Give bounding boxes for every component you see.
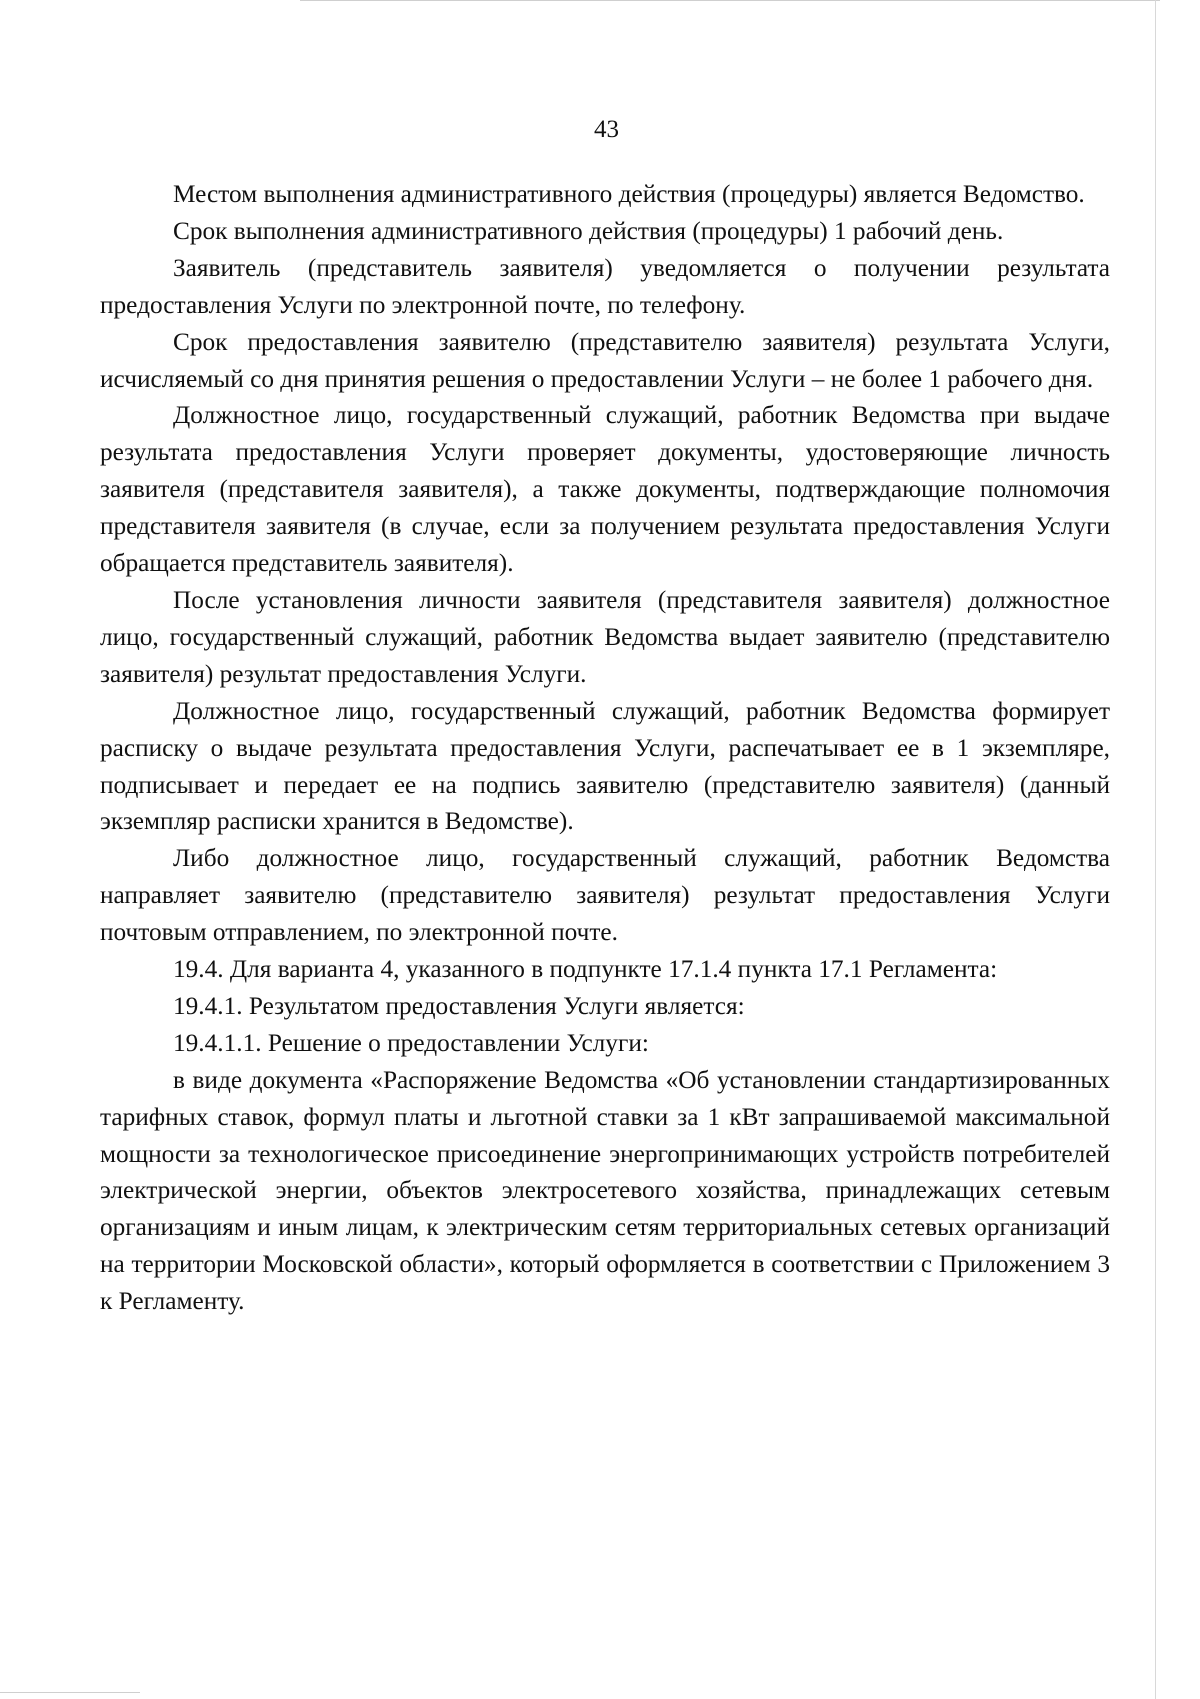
paragraph-result-issuance: После установления личности заявителя (представителя заявителя) должностное лицо, государственный служащий, работник Ведомства выдает заявителю (представителю заявителя) результат предоставления Услуги. [100,585,1110,688]
paragraph-section-19-4-1-1: 19.4.1.1. Решение о предоставлении Услуги: [173,1028,649,1057]
paragraph-identity-check: Должностное лицо, государственный служащий, работник Ведомства при выдаче результата предоставления Услуги проверяет документы, удостоверяющие личность заявителя (представителя заявителя), а также документы, подтверждающие полномочия представителя заявителя (в случае, если за получением результата предоставления Услуги обращается представитель заявителя). [100,401,1110,578]
paragraph-receipt-formation: Должностное лицо, государственный служащий, работник Ведомства формирует расписку о выдаче результата предоставления Услуги, распечатывает ее в 1 экземпляре, подписывает и передает ее на подпись заявителю (представителю заявителя) (данный экземпляр расписки хранится в Ведомстве). [100,696,1110,836]
paragraph-decision-document: в виде документа «Распоряжение Ведомства «Об установлении стандартизированных тарифных ставок, формул платы и льготной ставки за 1 кВт запрашиваемой максимальной мощности за технологическое присоединение энергопринимающих устройств потребителей электрической энергии, объектов электросетевого хозяйства, принадлежащих сетевым организациям и иным лицам, к электрическим сетям территориальных сетевых организаций на территории Московской области», который оформляется в соответствии с Приложением 3 к Регламенту. [100,1065,1110,1316]
paragraph-postal-delivery: Либо должностное лицо, государственный служащий, работник Ведомства направляет заявителю (представителю заявителя) результат предоставления Услуги почтовым отправлением, по электронной почте. [100,844,1110,947]
paragraph-result-delivery-term: Срок предоставления заявителю (представителю заявителя) результата Услуги, исчисляемый со дня принятия решения о предоставлении Услуги – не более 1 рабочего дня. [100,327,1110,393]
scan-edge-right [1155,0,1156,1699]
paragraph-execution-term: Срок выполнения административного действия (процедуры) 1 рабочий день. [173,216,1004,245]
paragraph-place-of-execution: Местом выполнения административного действия (процедуры) является Ведомство. [173,180,1085,208]
scan-edge-bottom [0,1692,140,1693]
document-body [100,176,1110,1320]
paragraph-section-19-4: 19.4. Для варианта 4, указанного в подпункте 17.1.4 пункта 17.1 Регламента: [173,955,998,984]
scan-edge-top [300,0,1160,1]
page-number: 43 [594,116,619,143]
paragraph-section-19-4-1: 19.4.1. Результатом предоставления Услуги является: [173,991,745,1020]
paragraph-applicant-notification: Заявитель (представитель заявителя) уведомляется о получении результата предоставления Услуги по электронной почте, по телефону. [100,253,1110,319]
